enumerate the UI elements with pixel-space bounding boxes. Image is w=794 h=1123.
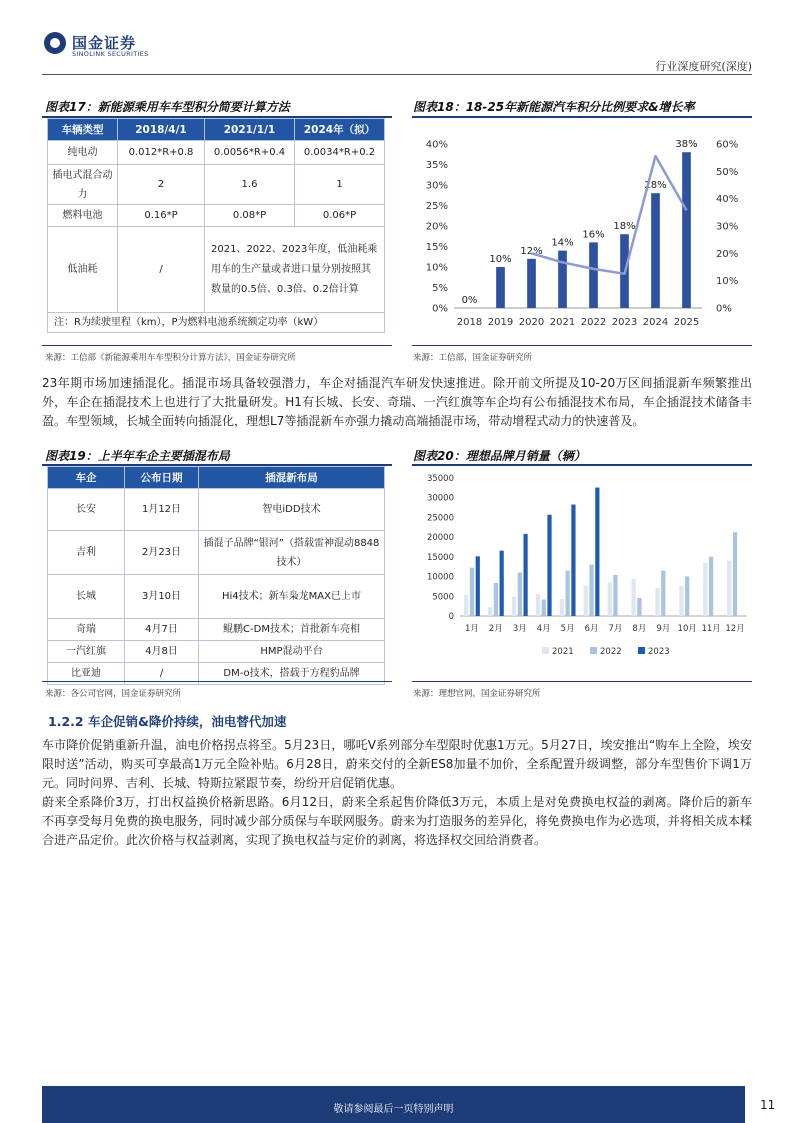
bar-2021-1月 bbox=[464, 595, 468, 616]
table-cell: 纯电动 bbox=[48, 141, 118, 165]
table-cell: 2021、2022、2023年度，低油耗乘用车的生产量或者进口量分别按照其数量的0.5倍、0.3倍、0.2倍计算 bbox=[205, 227, 385, 313]
y-tick-label: 5% bbox=[432, 283, 448, 294]
fig20-chart bbox=[412, 468, 752, 668]
x-tick-label: 2022 bbox=[580, 317, 607, 328]
table-cell: 长安 bbox=[48, 489, 125, 531]
table-cell: 插混子品牌“银河”（搭载雷神混动8848技术） bbox=[199, 531, 385, 575]
x-tick-label: 8月 bbox=[632, 624, 647, 634]
y-tick-label: 25000 bbox=[426, 513, 454, 524]
table-header-cell: 车辆类型 bbox=[48, 119, 118, 141]
legend-label: 2021 bbox=[552, 647, 574, 657]
legend-swatch bbox=[638, 647, 645, 654]
table-cell: 0.0056*R+0.4 bbox=[205, 141, 295, 165]
bar-2024 bbox=[651, 193, 660, 308]
bar-2022-7月 bbox=[613, 575, 617, 616]
bar-2021-12月 bbox=[727, 560, 731, 616]
bar-2025 bbox=[682, 152, 691, 308]
bar-2021-7月 bbox=[608, 582, 612, 616]
fig19-title: 图表19：上半年车企主要插混布局 bbox=[45, 449, 230, 463]
y-tick-label: 10000 bbox=[426, 572, 454, 583]
x-tick-label: 9月 bbox=[656, 624, 671, 634]
y2-tick-label: 0% bbox=[716, 303, 732, 315]
bar-2020 bbox=[527, 259, 536, 308]
fig17-source: 来源：工信部《新能源乘用车车型积分计算方法》，国金证券研究所 bbox=[45, 353, 296, 363]
fig20-title: 图表20：理想品牌月销量（辆） bbox=[413, 449, 586, 463]
y-tick-label: 20000 bbox=[426, 533, 454, 544]
bar-2022-1月 bbox=[470, 568, 474, 616]
fig18-source: 来源：工信部，国金证券研究所 bbox=[413, 353, 533, 363]
growth-rate-line bbox=[532, 156, 687, 274]
bar-2022-5月 bbox=[566, 571, 570, 616]
table-cell: 一汽红旗 bbox=[48, 641, 125, 663]
x-tick-label: 1月 bbox=[464, 624, 479, 634]
bar-2023-3月 bbox=[523, 534, 527, 616]
bar-2021-2月 bbox=[488, 607, 492, 616]
table-cell: 燃料电池 bbox=[48, 205, 118, 227]
bar-2021-8月 bbox=[631, 579, 635, 616]
y-tick-label: 5000 bbox=[432, 592, 454, 603]
fig20-source: 来源：理想官网，国金证券研究所 bbox=[413, 689, 541, 699]
table-cell: 智电iDD技术 bbox=[199, 489, 385, 531]
bar-2019 bbox=[496, 267, 505, 308]
bar-2021-11月 bbox=[703, 563, 707, 616]
table-cell: 2 bbox=[118, 165, 205, 205]
table-cell: 1月12日 bbox=[125, 489, 199, 531]
data-label: 10% bbox=[489, 254, 512, 265]
fig19-table bbox=[47, 466, 385, 685]
table-cell: 3月10日 bbox=[125, 575, 199, 619]
bar-2023-2月 bbox=[500, 551, 504, 616]
bar-2023-5月 bbox=[571, 505, 575, 616]
x-tick-label: 2018 bbox=[456, 317, 483, 328]
bar-2023-1月 bbox=[476, 556, 480, 616]
table-note: 注：R为续驶里程（km），P为燃料电池系统额定功率（kW） bbox=[48, 313, 385, 333]
bar-2021-9月 bbox=[655, 588, 659, 616]
x-tick-label: 2020 bbox=[518, 317, 545, 328]
y-tick-label: 30% bbox=[425, 180, 448, 192]
bar-2022-9月 bbox=[661, 571, 665, 616]
bar-2022-10月 bbox=[685, 576, 689, 616]
table-cell: DM-o技术，搭载于方程豹品牌 bbox=[199, 663, 385, 685]
table-row bbox=[48, 141, 385, 165]
table-note-row bbox=[48, 313, 385, 333]
fig20-top-rule bbox=[412, 464, 752, 466]
y2-tick-label: 10% bbox=[716, 276, 739, 288]
table-row bbox=[48, 205, 385, 227]
legend-swatch bbox=[590, 647, 597, 654]
logo-icon bbox=[44, 32, 66, 54]
bar-2021-4月 bbox=[536, 594, 540, 616]
table-header-row bbox=[48, 467, 385, 489]
bar-2021-6月 bbox=[584, 586, 588, 616]
bar-2023-4月 bbox=[547, 515, 551, 616]
table-header-cell: 车企 bbox=[48, 467, 125, 489]
table-row bbox=[48, 531, 385, 575]
fig17-title: 图表17：新能源乘用车车型积分简要计算方法 bbox=[45, 100, 290, 114]
table-header-cell: 2021/1/1 bbox=[205, 119, 295, 141]
bar-2022-2月 bbox=[494, 583, 498, 616]
fig18-title: 图表18：18-25年新能源汽车积分比例要求&增长率 bbox=[413, 100, 695, 114]
bar-2022-12月 bbox=[733, 532, 737, 616]
table-cell: 0.06*P bbox=[295, 205, 385, 227]
bar-2022-4月 bbox=[542, 600, 546, 616]
x-tick-label: 10月 bbox=[677, 624, 697, 634]
report-category: 行业深度研究(深度) bbox=[655, 60, 752, 73]
table-header-cell: 插混新布局 bbox=[199, 467, 385, 489]
data-label: 12% bbox=[520, 245, 543, 257]
y2-tick-label: 50% bbox=[716, 166, 739, 178]
y2-tick-label: 40% bbox=[716, 194, 739, 206]
table-row bbox=[48, 227, 385, 313]
y-tick-label: 20% bbox=[425, 221, 448, 233]
y-tick-label: 0 bbox=[448, 612, 454, 622]
table-cell: 插电式混合动力 bbox=[48, 165, 118, 205]
x-tick-label: 6月 bbox=[584, 624, 599, 634]
x-tick-label: 2025 bbox=[673, 317, 700, 328]
table-row bbox=[48, 489, 385, 531]
table-cell: 0.0034*R+0.2 bbox=[295, 141, 385, 165]
data-label: 16% bbox=[582, 229, 605, 241]
x-tick-label: 4月 bbox=[536, 624, 551, 634]
x-tick-label: 2021 bbox=[549, 317, 576, 328]
table-cell: 1 bbox=[295, 165, 385, 205]
data-label: 14% bbox=[551, 237, 574, 249]
y-tick-label: 30000 bbox=[426, 493, 454, 504]
data-label: 18% bbox=[613, 221, 636, 233]
table-row bbox=[48, 165, 385, 205]
table-cell: / bbox=[125, 663, 199, 685]
x-tick-label: 11月 bbox=[701, 624, 721, 634]
y2-tick-label: 60% bbox=[716, 139, 739, 151]
bar-2021-5月 bbox=[560, 599, 564, 616]
bar-2023-6月 bbox=[595, 488, 599, 616]
bar-2022-8月 bbox=[637, 598, 641, 616]
bar-2022 bbox=[589, 242, 598, 308]
bar-2022-3月 bbox=[518, 572, 522, 616]
y-tick-label: 35000 bbox=[426, 474, 454, 484]
y-tick-label: 15% bbox=[425, 242, 448, 253]
header-divider bbox=[42, 74, 752, 75]
y-tick-label: 15000 bbox=[426, 552, 454, 563]
table-cell: 低油耗 bbox=[48, 227, 118, 313]
table-row bbox=[48, 619, 385, 641]
table-header-row bbox=[48, 119, 385, 141]
section-heading: 1.2.2 车企促销&降价持续，油电替代加速 bbox=[48, 714, 287, 729]
fig19-source: 来源：各公司官网，国金证券研究所 bbox=[45, 689, 182, 699]
table-cell: 1.6 bbox=[205, 165, 295, 205]
data-label: 28% bbox=[644, 180, 667, 192]
data-label: 0% bbox=[461, 295, 478, 306]
legend-swatch bbox=[542, 647, 549, 654]
table-cell: Hi4技术；新车枭龙MAX已上市 bbox=[199, 575, 385, 619]
y-tick-label: 10% bbox=[425, 262, 448, 274]
bar-2021-10月 bbox=[679, 586, 683, 616]
x-tick-label: 7月 bbox=[608, 624, 623, 634]
table-cell: 0.08*P bbox=[205, 205, 295, 227]
table-header-cell: 公布日期 bbox=[125, 467, 199, 489]
bar-2022-6月 bbox=[589, 565, 593, 616]
fig18-bottom-rule bbox=[412, 345, 752, 346]
table-cell: 0.012*R+0.8 bbox=[118, 141, 205, 165]
table-cell: 4月7日 bbox=[125, 619, 199, 641]
table-cell: 吉利 bbox=[48, 531, 125, 575]
bar-2022-11月 bbox=[709, 557, 713, 616]
table-cell: / bbox=[118, 227, 205, 313]
y-tick-label: 0% bbox=[432, 303, 448, 315]
x-tick-label: 5月 bbox=[560, 624, 575, 634]
y-tick-label: 40% bbox=[425, 139, 448, 151]
y2-tick-label: 20% bbox=[716, 248, 739, 260]
y-tick-label: 25% bbox=[425, 201, 448, 212]
table-row bbox=[48, 641, 385, 663]
x-tick-label: 2024 bbox=[642, 317, 669, 328]
logo-name-en: SINOLINK SECURITIES bbox=[72, 50, 149, 58]
table-cell: 长城 bbox=[48, 575, 125, 619]
fig19-bottom-rule bbox=[42, 681, 392, 682]
bar-2021 bbox=[558, 251, 567, 308]
x-tick-label: 2019 bbox=[487, 317, 514, 328]
y-tick-label: 35% bbox=[425, 160, 448, 171]
table-cell: 比亚迪 bbox=[48, 663, 125, 685]
table-cell: HMP混动平台 bbox=[199, 641, 385, 663]
body-paragraph: 23年期市场加速插混化。插混市场具备较强潜力，车企对插混汽车研发快速推进。除开前文所提及10-20万区间插混新车频繁推出外，车企在插混技术上也进行了大批量研发。H1有长城、长安、奇瑞、一汽红旗等车企均有公布插混技术布局，车企插混技术储备丰盈。车型领域，长城全面转向插混化，理想L7等插混新车亦强力撬动高端插混市场，带动增程式动力的快速普及。 bbox=[42, 376, 752, 428]
fig17-table bbox=[47, 118, 385, 333]
x-tick-label: 3月 bbox=[512, 624, 527, 634]
table-cell: 0.16*P bbox=[118, 205, 205, 227]
body-paragraph: 蔚来全系降价3万，打出权益换价格新思路。6月12日，蔚来全系起售价降低3万元，本质上是对免费换电权益的剥离。降价后的新车不再享受每月免费的换电服务，同时减少部分质保与车联网服务。蔚来为打造服务的差异化，将免费换电作为必选项，并将相关成本糅合进产品定价。此次价格与权益剥离，实现了换电权益与定价的剥离，将选择权交回给消费者。 bbox=[42, 795, 752, 847]
page-number: 11 bbox=[760, 1098, 776, 1112]
legend-label: 2022 bbox=[600, 647, 622, 657]
x-tick-label: 2023 bbox=[611, 317, 638, 328]
table-cell: 4月8日 bbox=[125, 641, 199, 663]
fig17-bottom-rule bbox=[42, 345, 392, 346]
logo-name: 国金证券 bbox=[72, 34, 137, 52]
body-paragraph: 车市降价促销重新升温，油电价格拐点将至。5月23日，哪吒V系列部分车型限时优惠1万元。5月27日，埃安推出“购车上全险，埃安限时送”活动，购买可享最高1万元全险补贴。6月28日，蔚来交付的全新ES8加量不加价，全系配置升级调整，部分车型售价下调1万元。同时问界、吉利、长城、特斯拉紧跟节奏，纷纷开启促销优惠。 bbox=[42, 738, 752, 790]
table-header-cell: 2024年（拟） bbox=[295, 119, 385, 141]
fig20-bottom-rule bbox=[412, 681, 752, 682]
footer-disclaimer: 敬请参阅最后一页特别声明 bbox=[333, 1104, 454, 1115]
bar-2021-3月 bbox=[512, 597, 516, 616]
table-row bbox=[48, 575, 385, 619]
x-tick-label: 12月 bbox=[725, 624, 745, 634]
table-cell: 鲲鹏C-DM技术；首批新车亮相 bbox=[199, 619, 385, 641]
data-label: 38% bbox=[675, 139, 698, 151]
x-tick-label: 2月 bbox=[488, 624, 503, 634]
legend-label: 2023 bbox=[648, 647, 670, 657]
y2-tick-label: 30% bbox=[716, 221, 739, 233]
table-cell: 2月23日 bbox=[125, 531, 199, 575]
fig18-chart bbox=[412, 118, 752, 340]
table-header-cell: 2018/4/1 bbox=[118, 119, 205, 141]
table-cell: 奇瑞 bbox=[48, 619, 125, 641]
